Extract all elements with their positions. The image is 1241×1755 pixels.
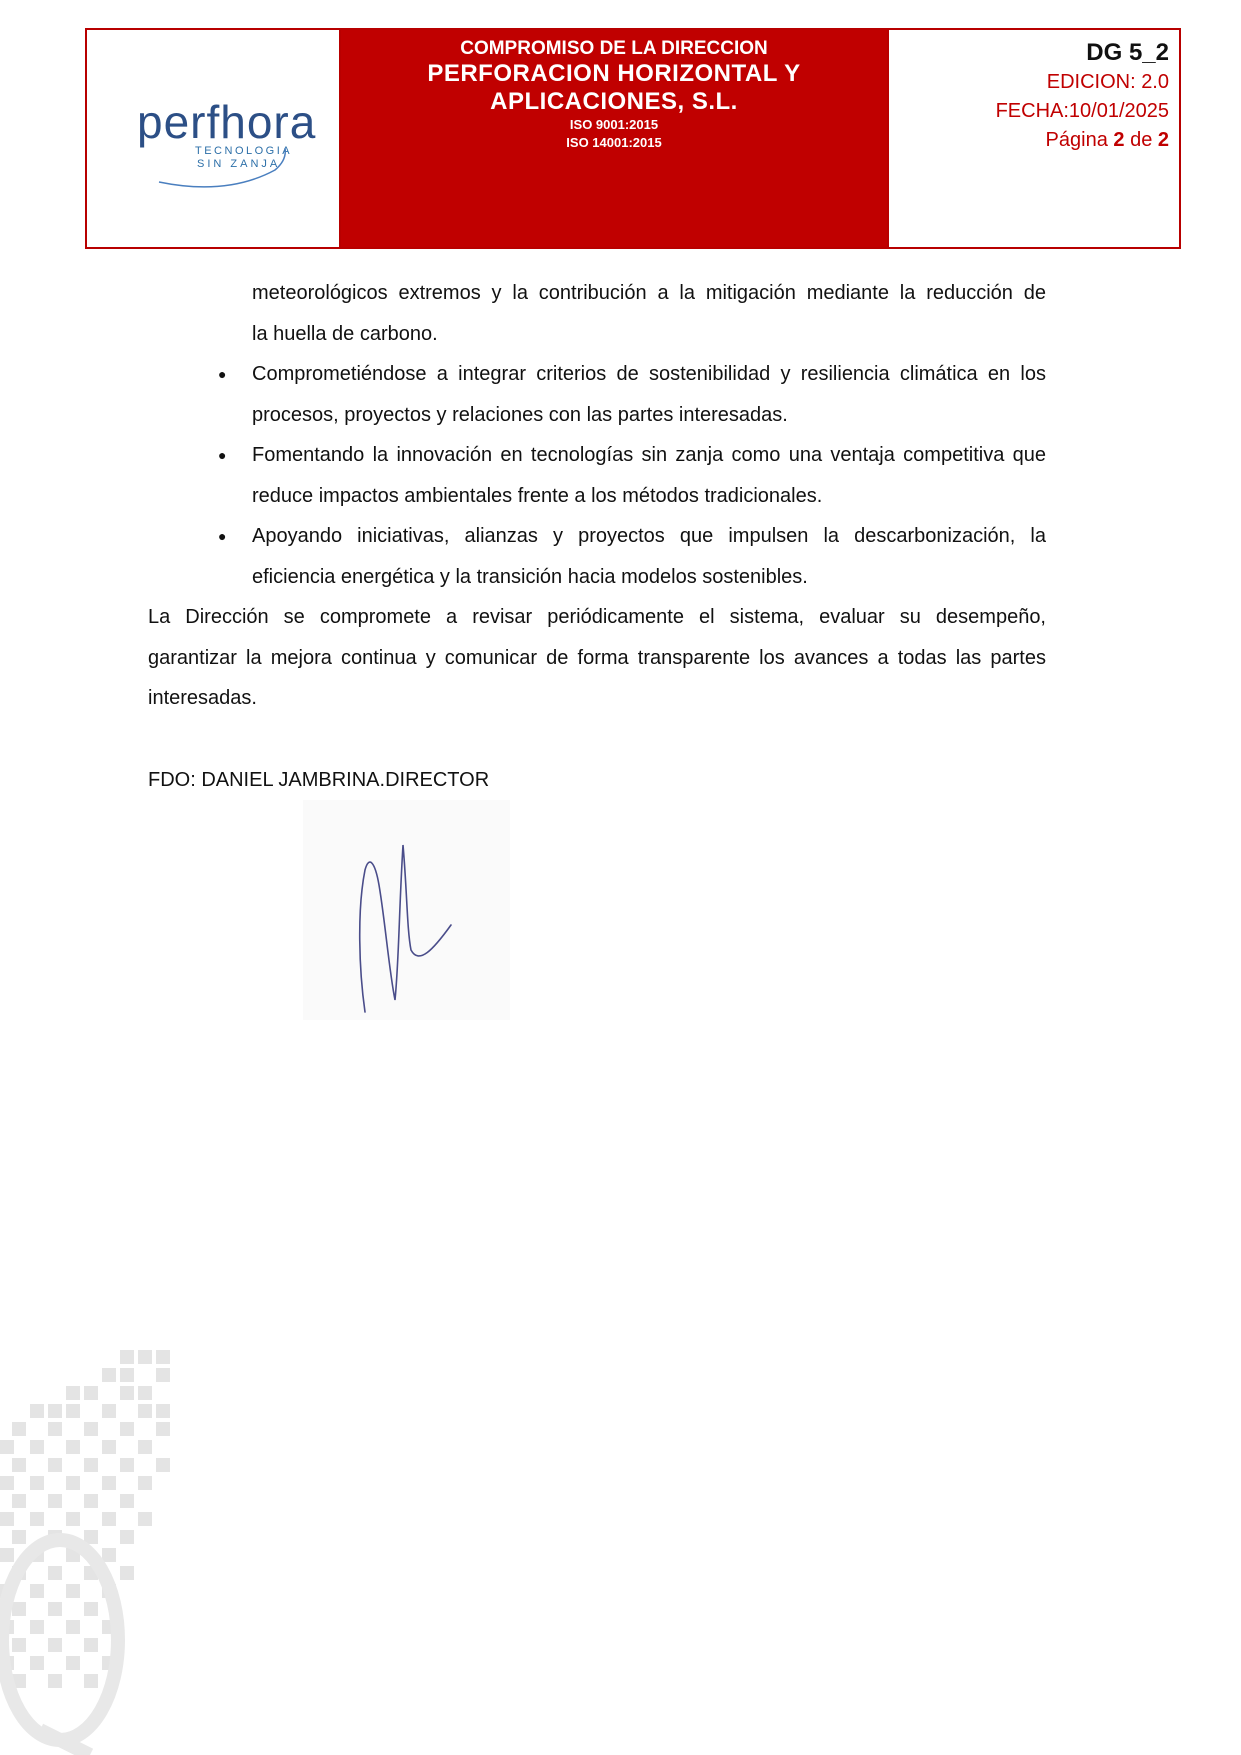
iso-14001: ISO 14001:2015 bbox=[566, 135, 662, 150]
title-cell bbox=[341, 30, 889, 247]
date: FECHA:10/01/2025 bbox=[995, 100, 1169, 122]
bullet-icon: ● bbox=[218, 447, 227, 463]
closing-line-3: interesadas. bbox=[148, 687, 257, 709]
logo-tagline-2: SIN ZANJA bbox=[197, 158, 281, 170]
company-name-line-1: PERFORACION HORIZONTAL Y bbox=[427, 60, 801, 87]
page-total: 2 bbox=[1157, 129, 1169, 151]
logo-cell bbox=[87, 30, 341, 247]
meta-cell bbox=[889, 30, 1179, 247]
perfhora-logo bbox=[127, 78, 327, 198]
signatory: FDO: DANIEL JAMBRINA.DIRECTOR bbox=[148, 769, 490, 791]
page-number bbox=[889, 126, 1169, 155]
bullet-3-line-1: Apoyando iniciativas, alianzas y proyectos que impulsen la descarbonización, la bbox=[252, 525, 1046, 547]
page-current: 2 bbox=[1113, 129, 1125, 151]
bullet-1-line-2: procesos, proyectos y relaciones con las partes interesadas. bbox=[252, 404, 788, 426]
bullet-icon: ● bbox=[218, 528, 227, 544]
page-prefix: Página bbox=[1045, 129, 1114, 151]
continuation-line-2: la huella de carbono. bbox=[252, 323, 438, 345]
closing-line-1: La Dirección se compromete a revisar periódicamente el sistema, evaluar su desempeño, bbox=[148, 606, 1046, 628]
bullet-2-line-2: reduce impactos ambientales frente a los métodos tradicionales. bbox=[252, 485, 823, 507]
continuation-line-1: meteorológicos extremos y la contribución a la mitigación mediante la reducción de bbox=[252, 282, 1046, 304]
bullet-1-line-1: Comprometiéndose a integrar criterios de sostenibilidad y resiliencia climática en los bbox=[252, 363, 1046, 385]
document-code: DG 5_2 bbox=[1086, 39, 1169, 66]
bullet-2-line-1: Fomentando la innovación en tecnologías sin zanja como una ventaja competitiva que bbox=[252, 444, 1046, 466]
signature-image bbox=[303, 800, 510, 1020]
bullet-3-line-2: eficiencia energética y la transición hacia modelos sostenibles. bbox=[252, 566, 808, 588]
document-type: COMPROMISO DE LA DIRECCION bbox=[460, 38, 768, 59]
bullet-icon: ● bbox=[218, 366, 227, 382]
page-middle: de bbox=[1124, 129, 1158, 151]
logo-wordmark: perfhora bbox=[137, 96, 317, 148]
company-name-line-2: APLICACIONES, S.L. bbox=[490, 88, 738, 115]
handwritten-signature bbox=[303, 800, 510, 1020]
iso-9001: ISO 9001:2015 bbox=[569, 117, 659, 132]
edition: EDICION: 2.0 bbox=[1046, 71, 1169, 93]
closing-line-2: garantizar la mejora continua y comunicar de forma transparente los avances a todas las partes bbox=[148, 647, 1046, 669]
document-header bbox=[85, 28, 1181, 249]
decorative-pattern bbox=[0, 1350, 180, 1755]
logo-tagline-1: TECNOLOGIA bbox=[195, 145, 293, 157]
